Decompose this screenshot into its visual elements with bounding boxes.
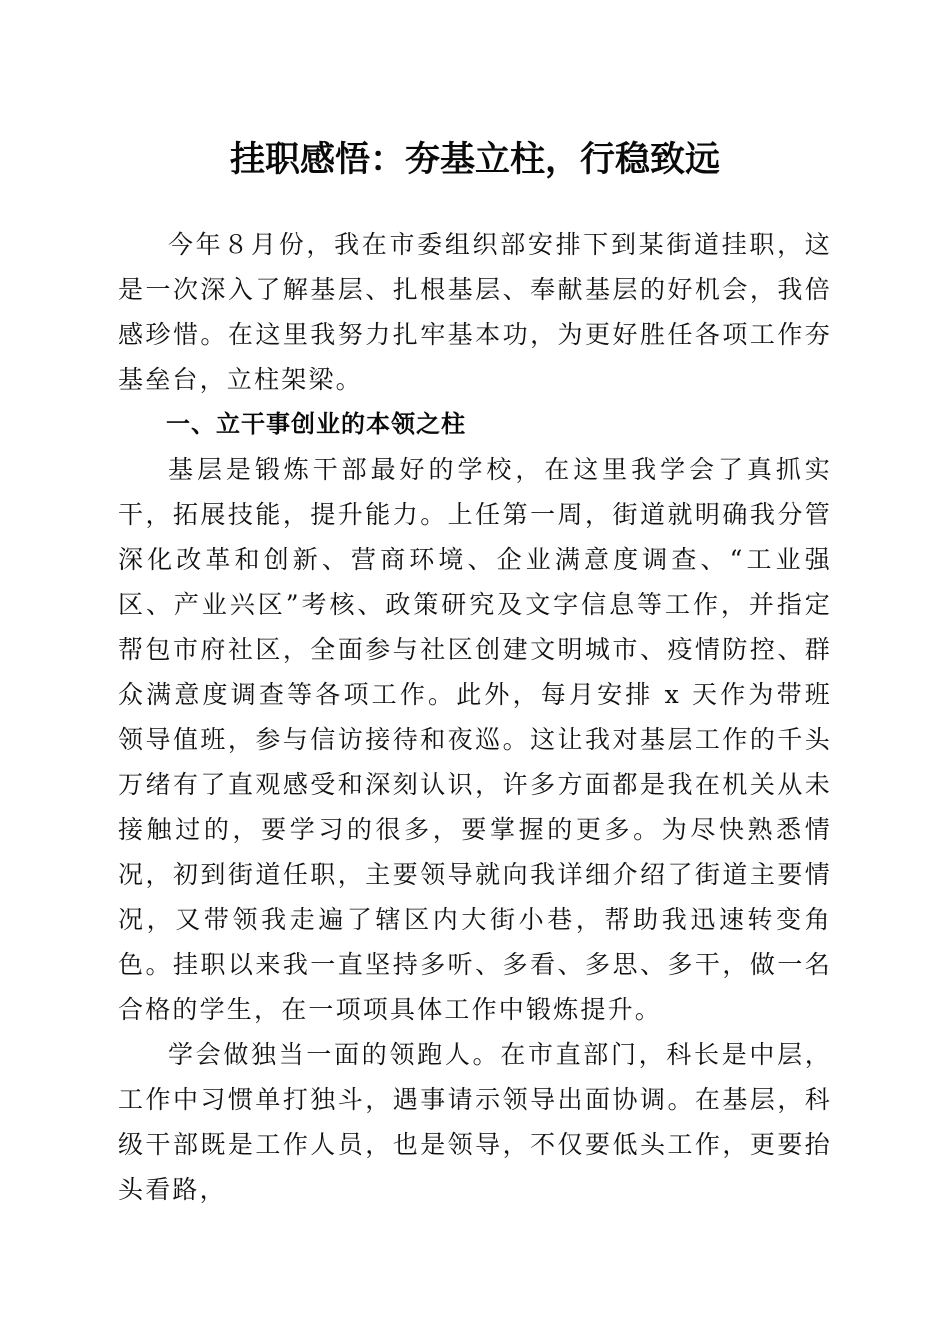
section-paragraph: 基层是锻炼干部最好的学校，在这里我学会了真抓实干，拓展技能，提升能力。上任第一周，街道就明确我分管深化改革和创新、营商环境、企业满意度调查、“工业强区、产业兴区”考核、政策研究及文字信息等工作，并指定帮包市府社区，全面参与社区创建文明城市、疫情防控、群众满意度调查等各项工作。此外，每月安排 x 天作为带班领导值班，参与信访接待和夜巡。这让我对基层工作的千头万绪有了直观感受和深刻认识，许多方面都是我在机关从未接触过的，要学习的很多，要掌握的更多。为尽快熟悉情况，初到街道任职，主要领导就向我详细介绍了街道主要情况，又带领我走遍了辖区内大街小巷，帮助我迅速转变角色。挂职以来我一直坚持多听、多看、多思、多干，做一名合格的学生，在一项项具体工作中锻炼提升。 (118, 455, 832, 1024)
document-title: 挂职感悟：夯基立柱，行稳致远 (229, 139, 720, 180)
section-heading: 一、立干事创业的本领之柱 (166, 410, 466, 438)
intro-paragraph: 今年８月份，我在市委组织部安排下到某街道挂职，这是一次深入了解基层、扎根基层、奉献基层的好机会，我倍感珍惜。在这里我努力扎牢基本功，为更好胜任各项工作夯基垒台，立柱架梁。 (118, 230, 832, 394)
section-paragraph: 学会做独当一面的领跑人。在市直部门，科长是中层，工作中习惯单打独斗，遇事请示领导出面协调。在基层，科级干部既是工作人员，也是领导，不仅要低头工作，更要抬头看路， (118, 1040, 832, 1204)
document-body (118, 222, 832, 1212)
